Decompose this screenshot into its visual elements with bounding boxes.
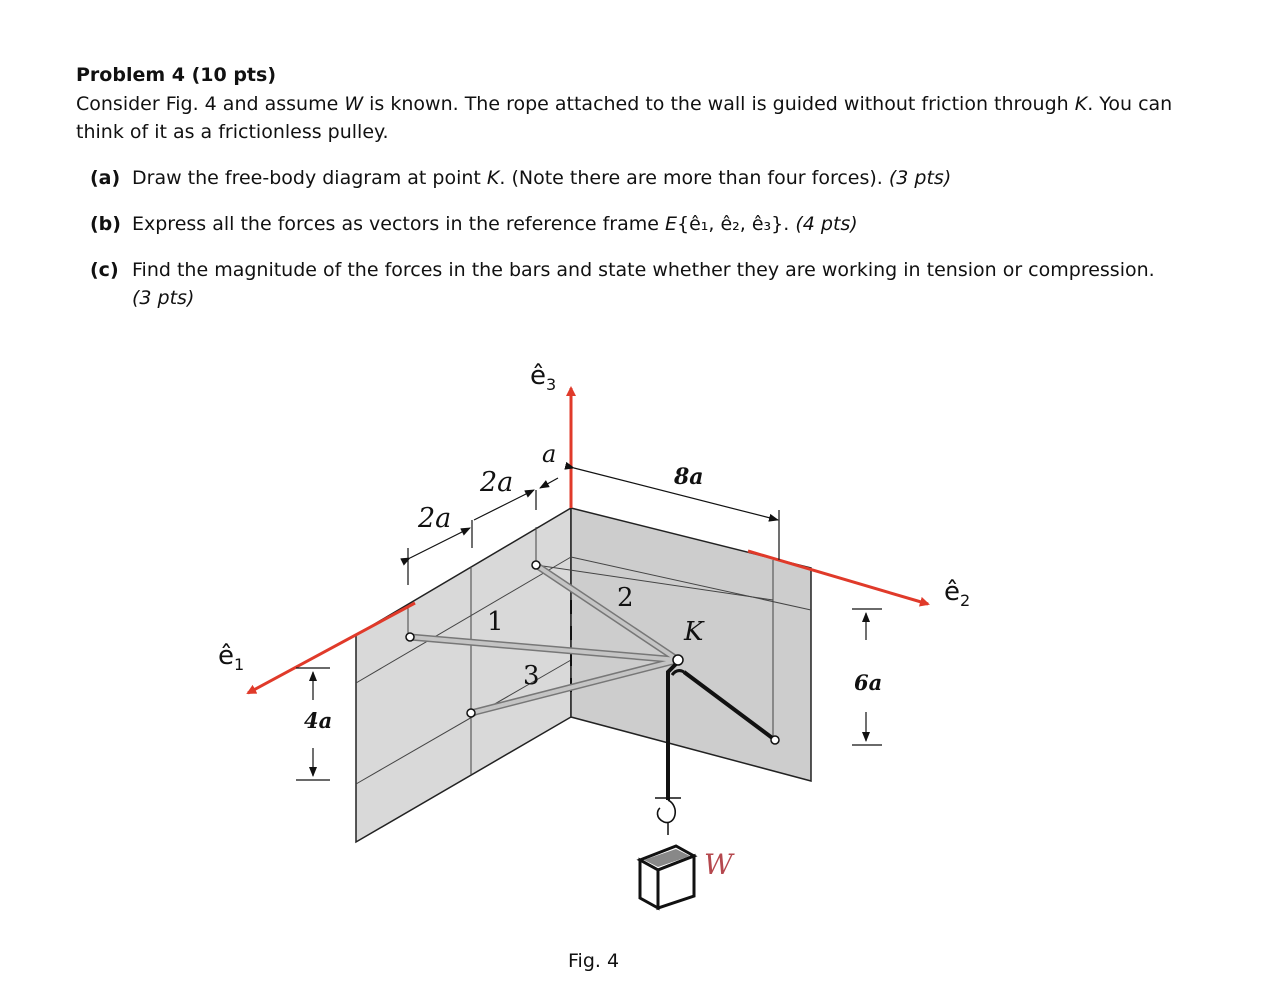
point-k-label: K [684,617,704,647]
dim-6a: 6a [854,670,883,695]
axis-e2-label: $ê_2$ [944,577,971,610]
part-a-points: (3 pts) [888,167,952,189]
dim-2a-mid: 2a [480,467,514,498]
part-a-label: (a) [90,167,121,189]
axis-e1-label: $ê_1$ [218,641,245,674]
part-c-label: (c) [90,259,119,281]
bar-2-label: 2 [617,583,634,613]
figure-caption: Fig. 4 [568,950,620,972]
part-b: (b) Express all the forces as vectors in the reference frame E{ê₁, ê₂, ê₃}. (4 pts) [76,210,1216,238]
dim-a: a [542,440,557,468]
problem-title: Problem 4 (10 pts) [76,64,277,86]
axis-e3-label: $ê_3$ [530,361,557,394]
part-c-points: (3 pts) [132,287,195,309]
bar-3-label: 3 [523,661,540,691]
part-b-points: (4 pts) [795,213,858,235]
part-b-label: (b) [90,213,121,235]
problem-intro: Consider Fig. 4 and assume W is known. The rope attached to the wall is guided without friction through K. You can think of it as a frictionless pulley. [76,93,1173,143]
dim-8a: 8a [674,464,704,490]
weight-label: W [704,848,733,881]
dim-4a: 4a [304,708,333,733]
part-a: (a) Draw the free-body diagram at point K. (Note there are more than four forces). (3 pts) [76,164,1216,192]
hook [657,800,675,823]
dim-2a-left: 2a [418,503,452,534]
part-c: (c) Find the magnitude of the forces in the bars and state whether they are working in tension or compression. (3 pts) [76,256,1216,312]
bar-1-label: 1 [487,607,504,637]
